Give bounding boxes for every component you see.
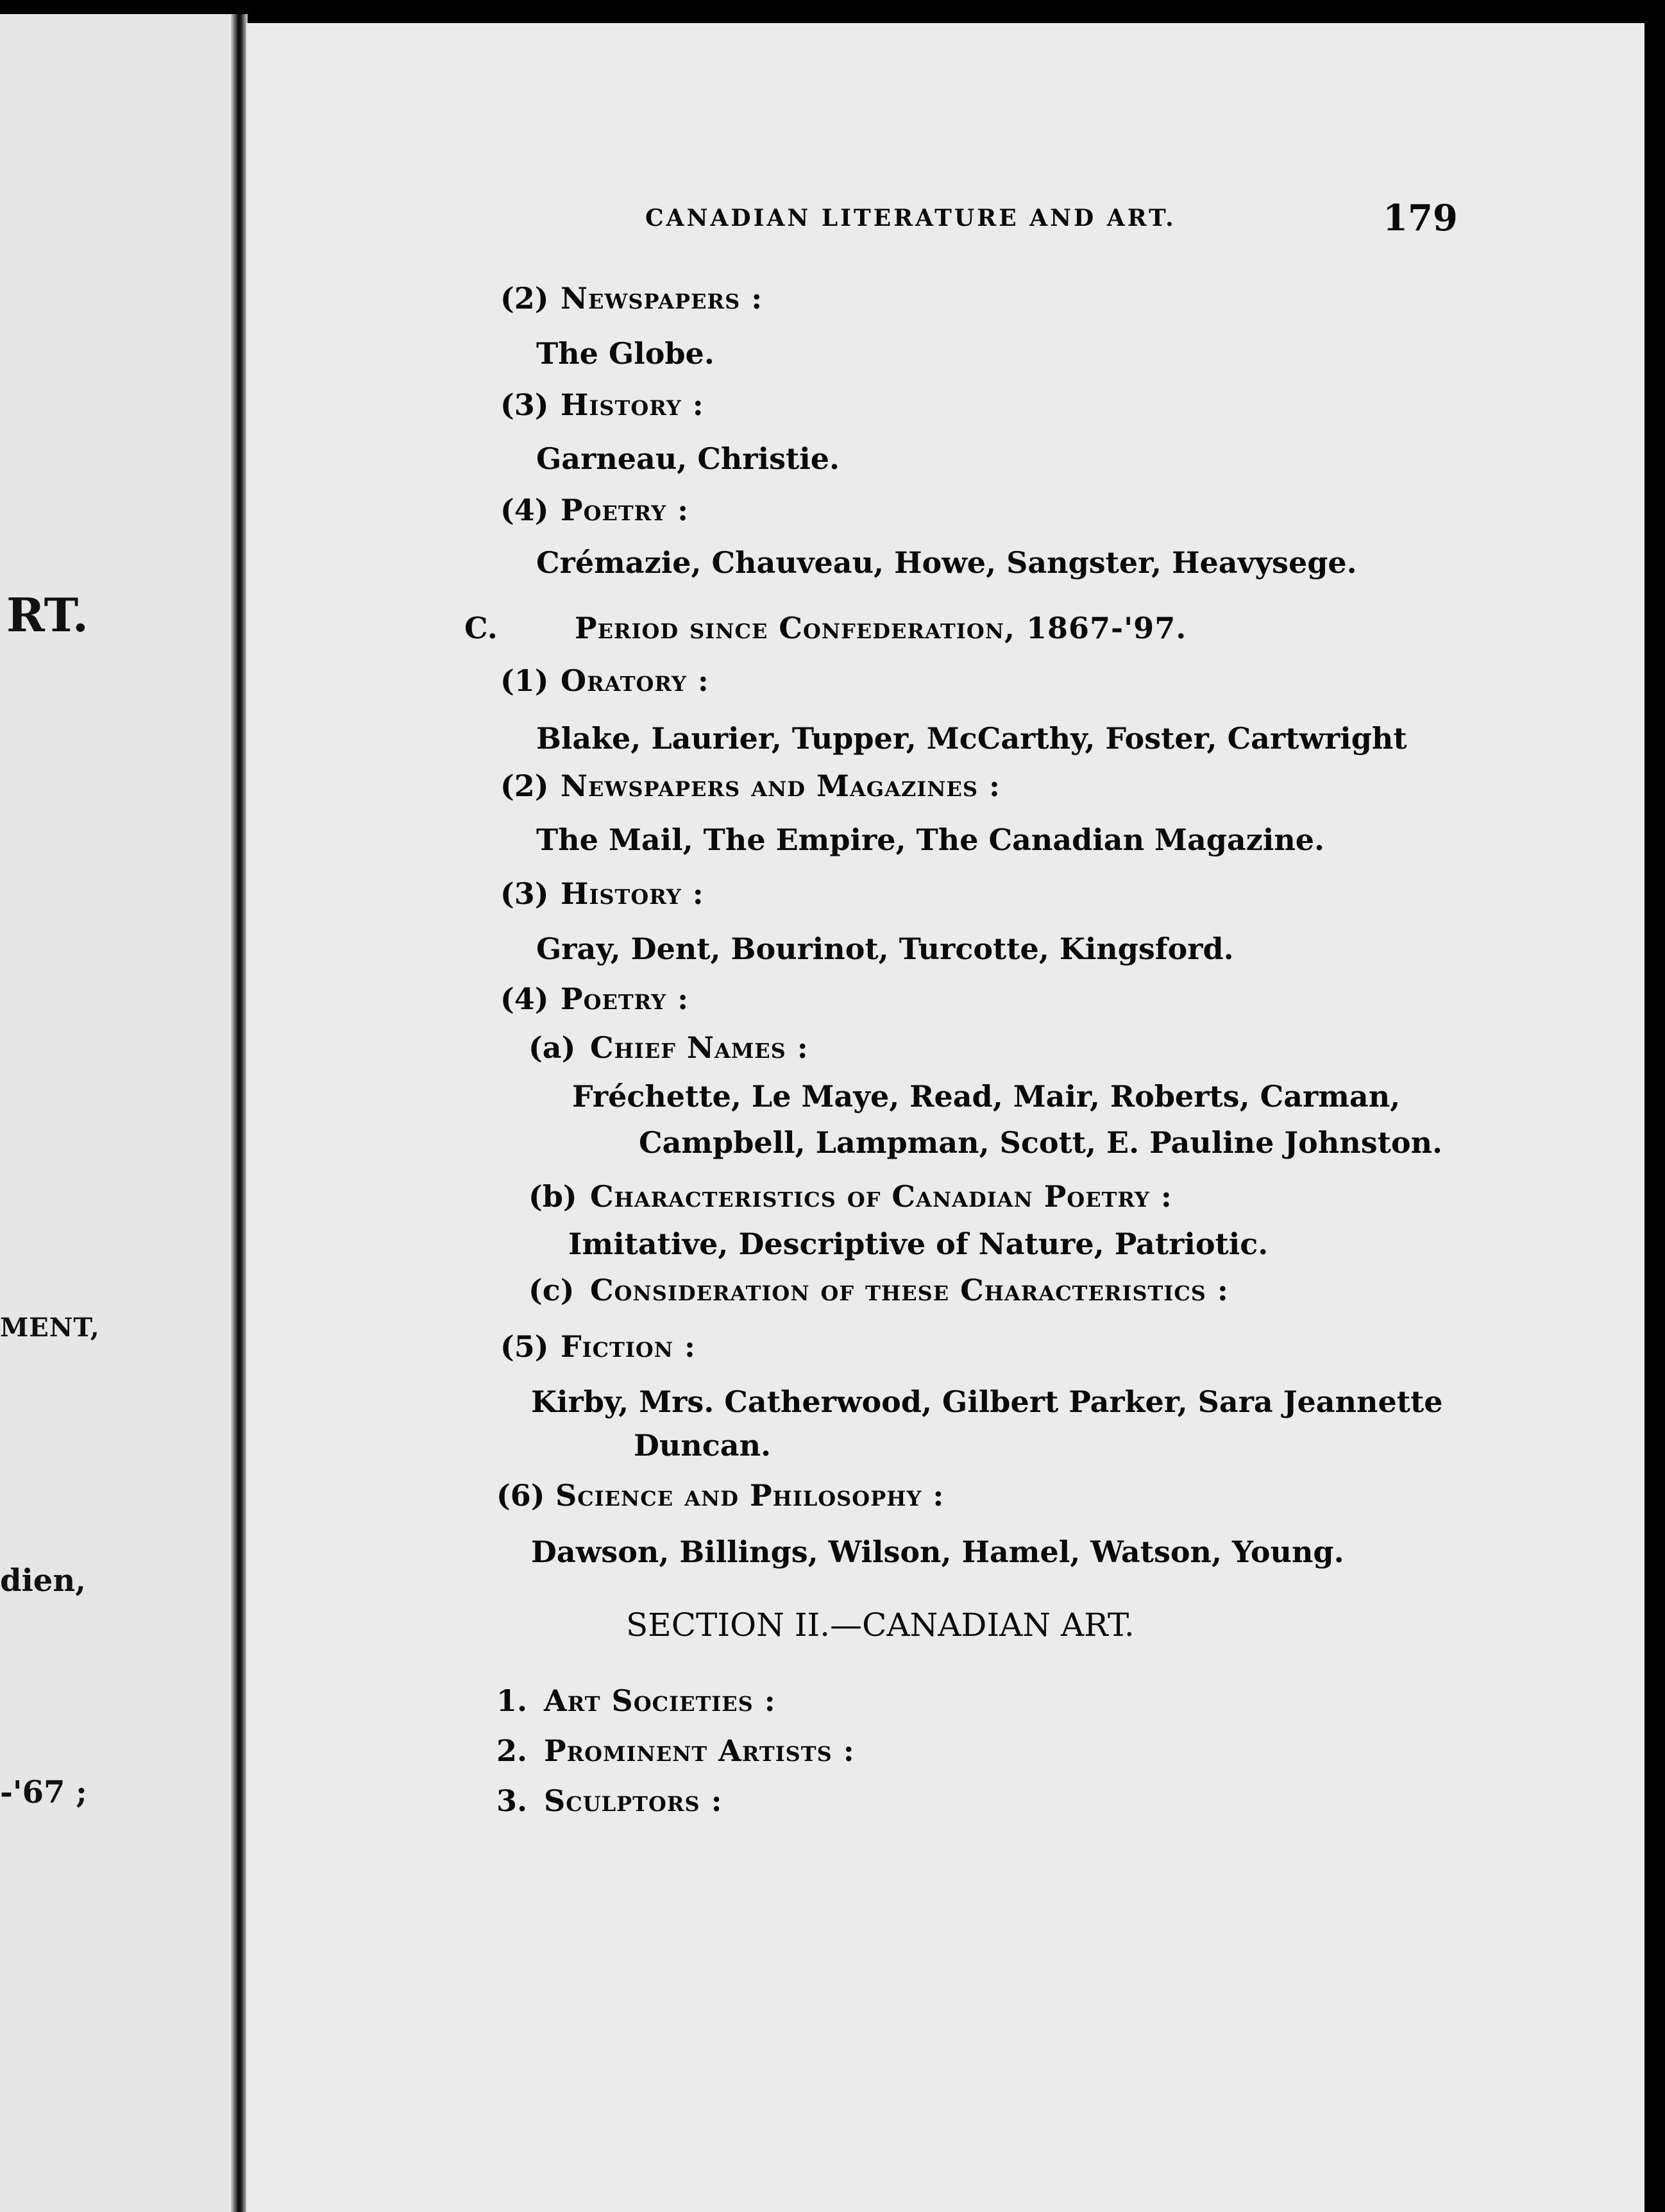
- entry-line: Fréchette, Le Maye, Read, Mair, Roberts, Carman,: [572, 1079, 1401, 1114]
- numbered-heading: Art Societies :: [544, 1683, 776, 1718]
- subitem-marker: (b): [528, 1179, 577, 1214]
- item-marker: (3): [500, 876, 549, 911]
- subsubheading: Characteristics of Canadian Poetry :: [590, 1179, 1172, 1214]
- right-page: [246, 23, 1644, 2212]
- entry-line: Duncan.: [634, 1428, 772, 1463]
- subitem-marker: (a): [528, 1030, 576, 1065]
- item-marker: (2): [500, 281, 549, 316]
- item-marker: (2): [500, 769, 549, 803]
- left-page-fragment: dien,: [0, 1563, 86, 1599]
- entry-line: Dawson, Billings, Wilson, Hamel, Watson, Young.: [531, 1535, 1344, 1569]
- subheading: Newspapers and Magazines :: [561, 769, 1001, 803]
- section-heading: Period since Confederation, 1867-'97.: [575, 611, 1187, 645]
- running-head: CANADIAN LITERATURE AND ART.: [645, 205, 1176, 232]
- subheading: Newspapers :: [561, 281, 763, 316]
- entry-line: The Globe.: [536, 336, 714, 371]
- item-marker: (1): [500, 663, 549, 698]
- subheading: Science and Philosophy :: [555, 1478, 945, 1513]
- entry-line: Blake, Laurier, Tupper, McCarthy, Foster, Cartwright: [536, 721, 1407, 756]
- numbered-heading: Sculptors :: [544, 1783, 723, 1818]
- numbered-marker: 1.: [496, 1683, 528, 1718]
- entry-line: Crémazie, Chauveau, Howe, Sangster, Heavysege.: [536, 545, 1357, 580]
- scan-top-border: [0, 0, 1665, 23]
- entry-line: Campbell, Lampman, Scott, E. Pauline Johnston.: [639, 1125, 1443, 1160]
- item-marker: (6): [496, 1478, 545, 1513]
- left-page-fragment: MENT,: [0, 1313, 100, 1343]
- subsubheading: Chief Names :: [590, 1030, 809, 1065]
- subheading: Poetry :: [561, 493, 689, 527]
- scan-right-border: [1644, 23, 1665, 2212]
- numbered-heading: Prominent Artists :: [544, 1733, 855, 1768]
- subheading: Fiction :: [561, 1329, 696, 1364]
- entry-line: The Mail, The Empire, The Canadian Magazine.: [536, 822, 1325, 857]
- item-marker: (3): [500, 387, 549, 422]
- entry-line: Imitative, Descriptive of Nature, Patriotic.: [568, 1227, 1269, 1261]
- section-title: SECTION II.—CANADIAN ART.: [626, 1606, 1135, 1644]
- book-gutter: [231, 14, 248, 2212]
- page-number: 179: [1383, 197, 1458, 239]
- subsubheading: Consideration of these Characteristics :: [590, 1273, 1229, 1307]
- subitem-marker: (c): [528, 1273, 575, 1307]
- subheading: History :: [561, 876, 704, 911]
- section-marker: C.: [464, 611, 498, 645]
- subheading: Oratory :: [561, 663, 709, 698]
- entry-line: Garneau, Christie.: [536, 441, 840, 476]
- entry-line: Gray, Dent, Bourinot, Turcotte, Kingsford.: [536, 932, 1234, 966]
- item-marker: (4): [500, 982, 549, 1016]
- left-page-fragment: -'67 ;: [0, 1774, 87, 1810]
- numbered-marker: 2.: [496, 1733, 528, 1768]
- numbered-marker: 3.: [496, 1783, 528, 1818]
- item-marker: (5): [500, 1329, 549, 1364]
- left-page-edge: [0, 14, 239, 2212]
- subheading: History :: [561, 387, 704, 422]
- item-marker: (4): [500, 493, 549, 527]
- left-page-fragment: RT.: [6, 588, 89, 642]
- entry-line: Kirby, Mrs. Catherwood, Gilbert Parker, Sara Jeannette: [531, 1384, 1443, 1419]
- subheading: Poetry :: [561, 982, 689, 1016]
